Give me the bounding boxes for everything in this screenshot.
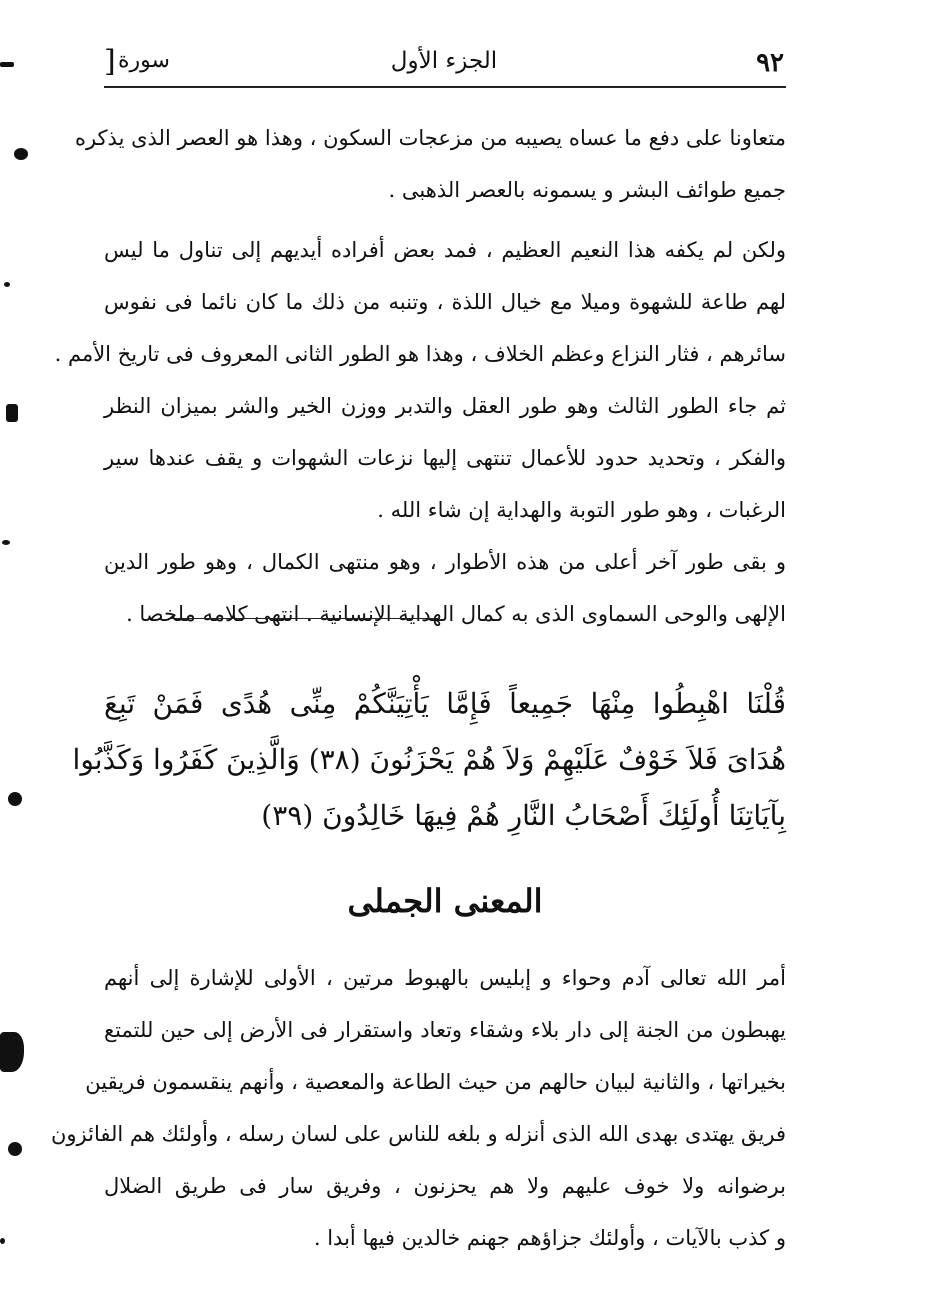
text-line: و كذب بالآيات ، وأولئك جزاؤهم جهنم خالدين فيها أبدا . — [313, 1226, 786, 1250]
text-line: أمر الله تعالى آدم وحواء و إبليس بالهبوط مرتين ، الأولى للإشارة إلى أنهم — [104, 966, 786, 990]
text-line: ثم جاء الطور الثالث وهو طور العقل والتدبر ووزن الخير والشر بميزان النظر — [104, 394, 786, 418]
running-header — [104, 42, 784, 82]
verse-line: هُدَاىَ فَلاَ خَوْفٌ عَلَيْهِمْ وَلاَ هُمْ يَحْزَنُونَ (٣٨) وَالَّذِينَ كَفَرُوا وَكَذَّبُوا — [72, 743, 786, 776]
text-line: جميع طوائف البشر و يسمونه بالعصر الذهبى . — [388, 178, 786, 202]
page-number: ٩٢ — [756, 48, 784, 78]
header-rule — [104, 86, 786, 88]
text-line: الإلهى والوحى السماوى الذى به كمال الهداية الإنسانية . انتهى كلامه ملخصا . — [126, 602, 786, 626]
text-line: لهم طاعة للشهوة وميلا مع خيال اللذة ، وتنبه من ذلك ما كان نائما فى نفوس — [104, 290, 787, 314]
text-line: ولكن لم يكفه هذا النعيم العظيم ، فمد بعض أفراده أيديهم إلى تناول ما ليس — [104, 238, 786, 262]
scan-mark — [0, 62, 14, 67]
header-bracket: [ — [104, 44, 116, 79]
scan-mark — [2, 540, 10, 545]
text-line: و بقى طور آخر أعلى من هذه الأطوار ، وهو منتهى الكمال ، وهو طور الدين — [104, 550, 786, 574]
text-underline — [168, 618, 440, 619]
scan-mark — [4, 282, 10, 287]
text-line: متعاونا على دفع ما عساه يصيبه من مزعجات السكون ، وهذا هو العصر الذى يذكره — [74, 126, 786, 150]
verse-line: قُلْنَا اهْبِطُوا مِنْهَا جَمِيعاً فَإِمَّا يَأْتِيَنَّكُمْ مِنِّى هُدًى فَمَنْ تَبِعَ — [104, 687, 786, 720]
scan-mark — [8, 792, 22, 806]
paragraph-3 — [104, 380, 786, 536]
text-line: بخيراتها ، والثانية لبيان حالهم من حيث الطاعة والمعصية ، وأنهم ينقسمون فريقين — [85, 1070, 786, 1094]
scan-mark — [14, 148, 28, 160]
paragraph-2 — [54, 224, 787, 380]
volume-title: الجزء الأول — [390, 48, 498, 74]
scan-mark — [6, 404, 18, 422]
section-label: سورة — [118, 48, 170, 73]
verse-line: بِآيَاتِنَا أُولَئِكَ أَصْحَابُ النَّارِ هُمْ فِيهَا خَالِدُونَ (٣٩) — [261, 799, 786, 832]
summary-paragraph — [50, 952, 786, 1264]
paragraph-4 — [104, 536, 786, 640]
quran-verse — [72, 676, 786, 844]
scan-mark — [0, 1032, 24, 1072]
scan-mark — [0, 1238, 5, 1244]
paragraph-1 — [74, 112, 786, 216]
text-line: الرغبات ، وهو طور التوبة والهداية إن شاء الله . — [377, 498, 786, 522]
text-line: برضوانه ولا خوف عليهم ولا هم يحزنون ، وفريق سار فى طريق الضلال — [104, 1174, 786, 1198]
scan-mark — [8, 1142, 22, 1156]
text-line: والفكر ، وتحديد حدود للأعمال تنتهى إليها نزعات الشهوات و يقف عندها سير — [104, 446, 786, 470]
text-line: فريق يهتدى بهدى الله الذى أنزله و بلغه للناس على لسان رسله ، وأولئك هم الفائزون — [50, 1122, 786, 1146]
section-heading: المعنى الجملى — [347, 882, 543, 920]
text-line: يهبطون من الجنة إلى دار بلاء وشقاء وتعاد واستقرار فى الأرض إلى حين للتمتع — [104, 1018, 786, 1042]
text-line: سائرهم ، فثار النزاع وعظم الخلاف ، وهذا هو الطور الثانى المعروف فى تاريخ الأمم . — [54, 342, 786, 366]
